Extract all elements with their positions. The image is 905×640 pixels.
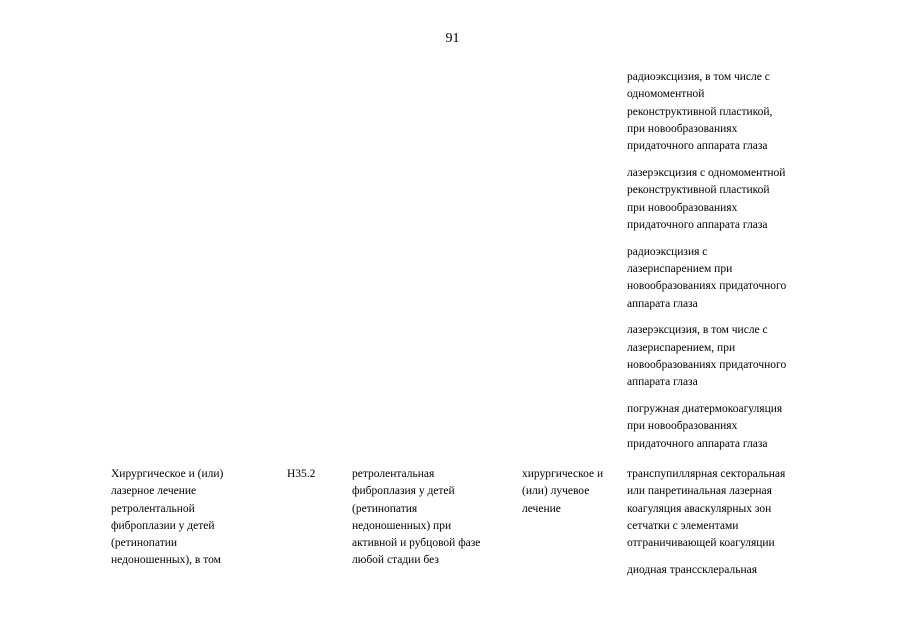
method-line: придаточного аппарата глаза bbox=[627, 437, 768, 450]
method-line: придаточного аппарата глаза bbox=[627, 140, 768, 153]
method-line: реконструктивной пластикой bbox=[627, 184, 770, 197]
treatment-name-cell bbox=[111, 466, 276, 570]
method-entry bbox=[627, 401, 827, 453]
icd-code: H35.2 bbox=[287, 468, 316, 480]
method-line: одномоментной bbox=[627, 88, 705, 101]
method-entry bbox=[627, 466, 827, 552]
treatment-type-cell bbox=[522, 466, 622, 518]
patient-model-line: ретролентальная bbox=[352, 468, 435, 480]
patient-model-line: любой стадии без bbox=[352, 554, 439, 567]
method-entry bbox=[627, 322, 827, 391]
method-line: лазерэксцизия, в том числе с bbox=[627, 324, 768, 337]
method-line: новообразованиях придаточного bbox=[627, 280, 787, 293]
method-line: лазериспарением, при bbox=[627, 341, 736, 354]
method-line: при новообразованиях bbox=[627, 420, 738, 433]
method-line: коагуляция аваскулярных зон bbox=[627, 502, 772, 515]
method-entry bbox=[627, 165, 827, 234]
treatment-name-line: (ретинопатии bbox=[111, 537, 178, 550]
treatment-name-line: фиброплазии у детей bbox=[111, 519, 215, 532]
treatment-type-line: лечение bbox=[522, 502, 561, 515]
patient-model-line: недоношенных) при bbox=[352, 519, 452, 532]
method-line: реконструктивной пластикой, bbox=[627, 105, 773, 118]
method-line: при новообразованиях bbox=[627, 122, 738, 135]
method-line: транспупиллярная секторальная bbox=[627, 468, 786, 480]
treatment-type-line: хирургическое и bbox=[522, 468, 604, 480]
treatment-type-line: (или) лучевое bbox=[522, 485, 590, 498]
treatment-name-line: лазерное лечение bbox=[111, 485, 197, 498]
patient-model-line: (ретинопатия bbox=[352, 502, 418, 515]
page-number: 91 bbox=[445, 31, 460, 46]
method-line: придаточного аппарата глаза bbox=[627, 218, 768, 231]
patient-model-line: активной и рубцовой фазе bbox=[352, 537, 481, 550]
method-line: погружная диатермокоагуляция bbox=[627, 403, 783, 416]
method-line: отграничивающей коагуляции bbox=[627, 537, 775, 550]
methods-column-continued bbox=[627, 69, 827, 462]
method-line: аппарата глаза bbox=[627, 376, 698, 389]
method-line: аппарата глаза bbox=[627, 297, 698, 310]
treatment-name-line: ретролентальной bbox=[111, 502, 195, 515]
method-line: лазериспарением при bbox=[627, 262, 733, 275]
method-line: диодная транссклеральная bbox=[627, 563, 757, 576]
method-line: при новообразованиях bbox=[627, 201, 738, 214]
method-line: лазерэксцизия с одномоментной bbox=[627, 166, 786, 179]
methods-cell bbox=[627, 466, 827, 589]
method-line: радиоэксцизия, в том числе с bbox=[627, 71, 770, 83]
method-line: или панретинальная лазерная bbox=[627, 485, 772, 498]
method-entry bbox=[627, 69, 827, 155]
treatment-name-line: Хирургическое и (или) bbox=[111, 468, 224, 480]
method-line: новообразованиях придаточного bbox=[627, 358, 787, 371]
method-line: сетчатки с элементами bbox=[627, 519, 739, 532]
method-line: радиоэксцизия с bbox=[627, 245, 708, 258]
method-entry bbox=[627, 244, 827, 313]
icd-code-cell bbox=[287, 466, 342, 483]
treatment-name-line: недоношенных), в том bbox=[111, 554, 221, 567]
patient-model-line: фиброплазия у детей bbox=[352, 485, 455, 498]
patient-model-cell bbox=[352, 466, 512, 570]
method-entry bbox=[627, 562, 827, 579]
